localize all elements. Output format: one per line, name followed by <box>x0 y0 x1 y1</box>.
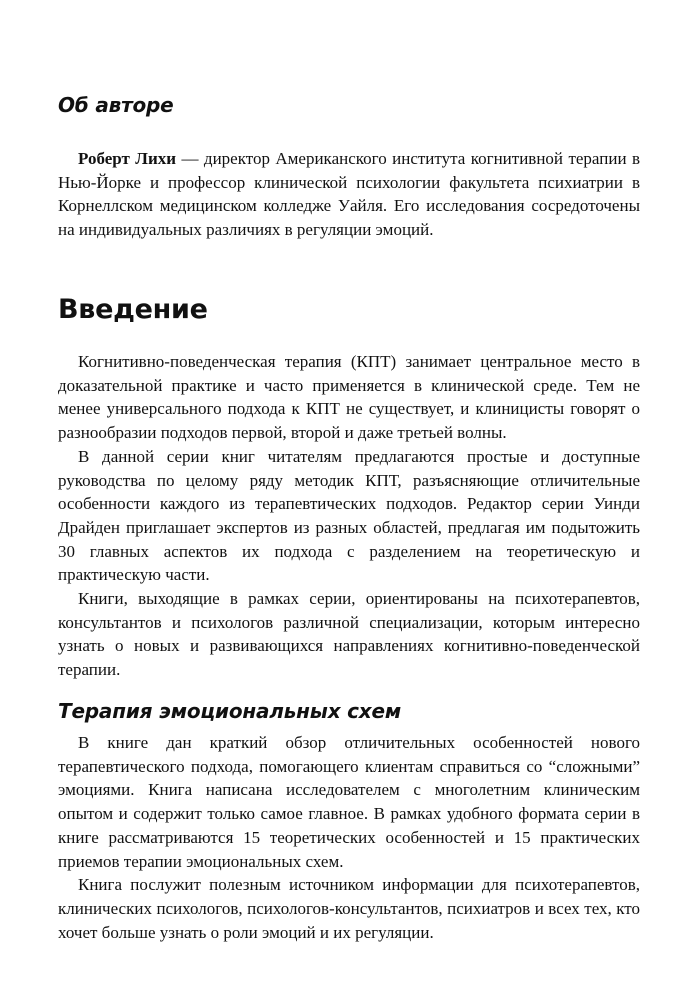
intro-paragraph-1: Когнитивно-поведенческая терапия (КПТ) занимает центральное место в доказательной практике и часто применяется в клинической среде. Тем не менее универсального подхода к КПТ не существует, и клиницисты говорят о разнообразии подходов первой, второй и даже третьей волны. <box>58 352 640 443</box>
about-author-section <box>58 147 640 242</box>
schema-therapy-section <box>58 731 640 944</box>
author-bio-text: — директор Американского института когнитивной терапии в Нью-Йорке и профессор клинической психологии факультета психиатрии в Корнеллском медицинском колледже Уайля. Его исследования сосредоточены на индивидуальных различиях в регуляции эмоций. <box>58 149 640 240</box>
introduction-section <box>58 350 640 682</box>
schema-paragraph-1: В книге дан краткий обзор отличительных особенностей нового терапевтического подхода, помогающего клиентам справиться со “сложными” эмоциями. Книга написана исследователем с многолетним клиническим опытом и содержит только самое главное. В рамках удобного формата серии в книге рассматриваются 15 теоретических особенностей и 15 практических приемов терапии эмоциональных схем. <box>58 733 640 871</box>
schema-therapy-heading: Терапия эмоциональных схем <box>58 699 402 723</box>
intro-paragraph-2: В данной серии книг читателям предлагаются простые и доступные руководства по целому ряду методик КПТ, разъясняющие отличительные особенности каждого из терапевтических подходов. Редактор серии Уинди Драйден приглашает экспертов из разных областей, предлагая им подытожить 30 главных аспектов их подхода с разделением на теоретическую и практическую части. <box>58 446 640 585</box>
about-author-heading: Об авторе <box>58 93 174 117</box>
intro-paragraph-3: Книги, выходящие в рамках серии, ориентированы на психотерапевтов, консультантов и психологов различной специализации, которым интересно узнать о новых и развивающихся направлениях когнитивно-поведенческой терапии. <box>58 589 640 680</box>
schema-paragraph-2: Книга послужит полезным источником информации для психотерапевтов, клинических психологов, психологов-консультантов, психиатров и всех тех, кто хочет больше узнать о роли эмоций и их регуляции. <box>58 875 640 942</box>
author-name: Роберт Лихи <box>78 149 177 168</box>
introduction-heading: Введение <box>58 294 208 325</box>
author-bio-paragraph <box>58 147 640 242</box>
